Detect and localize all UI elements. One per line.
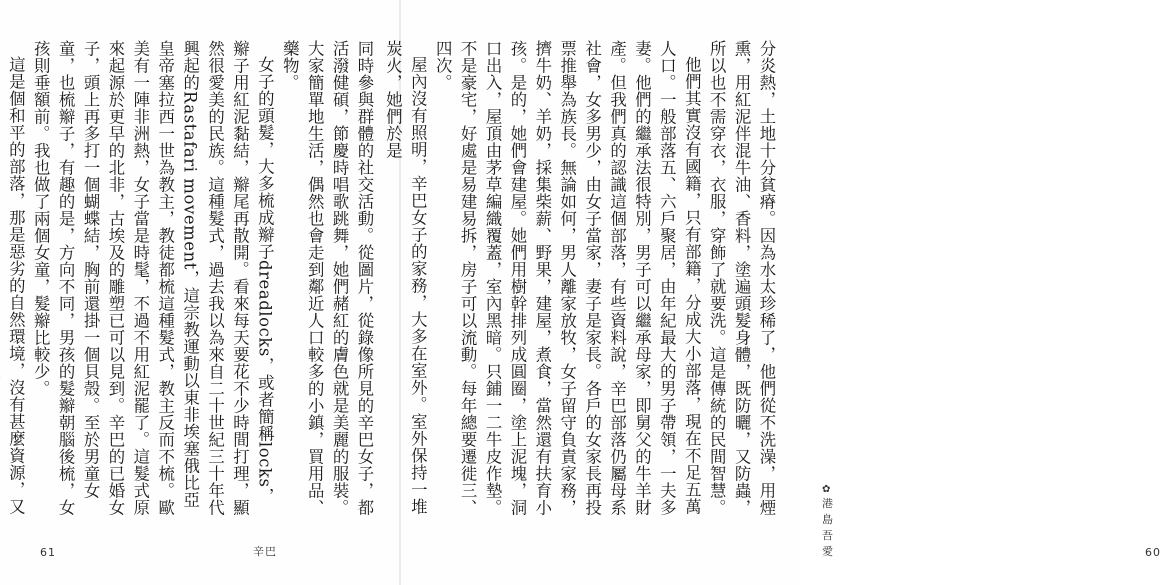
running-head: 辛巴 <box>253 545 277 558</box>
paragraph: 這是個和平的部落，那是惡劣的自然環境，沒有甚麼資源，又 <box>6 56 26 516</box>
paragraph: 同時參與群體的社交活動。從圖片，從錄像所見的辛巴女子，都活潑健碩，節慶時唱歌跳舞，她們赭紅的膚色就是美麗的服裝。大家簡單地生活，偶然也會走到鄰近人口較多的小鎮，買用品、藥物。 <box>280 40 374 516</box>
running-head: 港島吾愛 <box>822 497 834 558</box>
paragraph: 分炎熱，土地十分貧瘠。因為水太珍稀了，他們從不洗澡，用煙熏，用紅泥伴混牛油、香料，塗遍頭髮身體，既防曬，又防蟲，所以也不需穿衣，衣服，穿飾了就要洗。這是傳統的民間智慧。 <box>707 40 776 516</box>
paragraph: 女子的頭髮，大多梳成辮子dreadlocks，或者簡稱locks，辮子用紅泥黏結，辮尾再散開。看來每天要花不少時間打理，顯然很愛美的民族。這種髮式，過去我以為來自二十世紀三十年代興起的Rastafari movement，這宗教運動以東非埃塞俄比亞皇帝塞拉西一世為教主，教徒都梳這種髮式，教主反而不梳。歐美有一陣非洲熱，女子當是時髦，不過不用紅泥罷了。這髮式原來起源於更早的北非，古埃及的雕塑已可以見到。辛巴的已婚女子，頭上再多打一個蝴蝶結，胸前還掛一個貝殼。至於男童女童，也梳辮子，有趣的是，方向不同，男孩的髮辮朝腦後梳，女孩則垂額前。我也做了兩個女童，髮辮比較少。 <box>31 40 275 516</box>
page-number: 61 <box>40 546 56 559</box>
left-page-text <box>6 40 376 520</box>
ornament-icon: ✿ <box>822 484 832 495</box>
paragraph: 屋內沒有照明，辛巴女子的家務，大多在室外。室外保持一堆炭火，她們於是 <box>383 40 428 516</box>
page-number: 60 <box>1145 546 1161 559</box>
running-head-container <box>822 482 835 559</box>
right-page-text <box>383 40 778 520</box>
right-page <box>383 0 1161 585</box>
left-page <box>0 0 400 585</box>
paragraph: 他們其實沒有國籍，只有部籍，分成大小部落，現在不足五萬人口。一般部落五、六戶聚居，由年紀最大的男子帶領，一夫多妻。他們的繼承法很特別，男子可以繼承母家，即舅父的牛羊財產。但我們真的認識這個部落，有些資料說，辛巴部落仍屬母系社會，女多男少，由女子當家，妻子是家長。各戶的女家長再投票推舉為族長。無論如何，男人離家放牧，女子留守負責家務，擠牛奶、羊奶，採集柴薪、野果，建屋，煮食，當然還有扶育小孩。是的，她們會建屋。她們用樹幹排列成圓圈，塗上泥塊，洞口出入，屋頂由茅草編織覆蓋，室內黑暗。只鋪一二牛皮作墊。不是豪宅，好處是易建易拆，房子可以流動。每年總要遷徙三、四次。 <box>433 40 702 516</box>
